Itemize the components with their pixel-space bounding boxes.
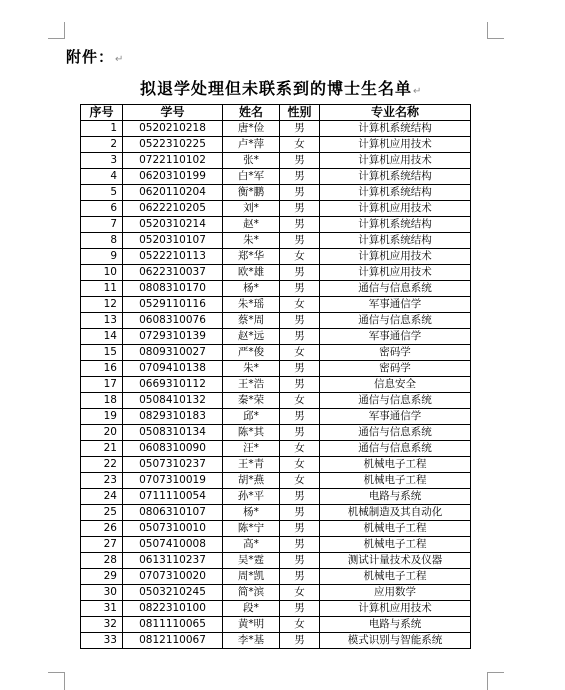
cell-index: 4 — [81, 169, 123, 185]
cell-gender: 男 — [280, 121, 320, 137]
cell-index: 33 — [81, 633, 123, 649]
cell-student-id: 0829310183 — [123, 409, 223, 425]
cell-major: 测试计量技术及仪器 — [320, 553, 471, 569]
table-row — [81, 617, 471, 633]
cell-name: 朱* — [223, 361, 280, 377]
cell-student-id: 0508410132 — [123, 393, 223, 409]
cell-student-id: 0522210113 — [123, 249, 223, 265]
cell-index: 31 — [81, 601, 123, 617]
header-student-id: 学号 — [123, 105, 223, 121]
cell-gender: 男 — [280, 185, 320, 201]
cell-gender: 男 — [280, 601, 320, 617]
cell-gender: 男 — [280, 521, 320, 537]
cell-gender: 女 — [280, 457, 320, 473]
cell-name: 朱* — [223, 233, 280, 249]
table-row — [81, 537, 471, 553]
cell-index: 23 — [81, 473, 123, 489]
cell-major: 电路与系统 — [320, 617, 471, 633]
cell-major: 军事通信学 — [320, 297, 471, 313]
cell-gender: 女 — [280, 473, 320, 489]
cell-student-id: 0669310112 — [123, 377, 223, 393]
cell-gender: 女 — [280, 441, 320, 457]
cell-major: 机械电子工程 — [320, 569, 471, 585]
table-row — [81, 345, 471, 361]
cell-name: 欧*雄 — [223, 265, 280, 281]
cell-student-id: 0613110237 — [123, 553, 223, 569]
cell-major: 密码学 — [320, 345, 471, 361]
cell-gender: 男 — [280, 409, 320, 425]
cell-name: 秦*荣 — [223, 393, 280, 409]
cell-student-id: 0729310139 — [123, 329, 223, 345]
table-row — [81, 201, 471, 217]
cell-major: 计算机应用技术 — [320, 137, 471, 153]
page-corner-mark-bottom-left — [48, 672, 65, 690]
cell-major: 计算机系统结构 — [320, 185, 471, 201]
cell-gender: 女 — [280, 297, 320, 313]
cell-name: 胡*燕 — [223, 473, 280, 489]
table-row — [81, 569, 471, 585]
header-name: 姓名 — [223, 105, 280, 121]
cell-major: 通信与信息系统 — [320, 425, 471, 441]
cell-index: 32 — [81, 617, 123, 633]
cell-gender: 男 — [280, 425, 320, 441]
cell-major: 计算机应用技术 — [320, 201, 471, 217]
cell-major: 计算机系统结构 — [320, 217, 471, 233]
page-corner-mark-top-right — [487, 22, 504, 39]
cell-name: 孙*平 — [223, 489, 280, 505]
cell-student-id: 0507310010 — [123, 521, 223, 537]
cell-major: 应用数学 — [320, 585, 471, 601]
cell-gender: 男 — [280, 217, 320, 233]
cell-name: 王*浩 — [223, 377, 280, 393]
attachment-label: 附件：↵ — [66, 48, 125, 66]
cell-major: 计算机应用技术 — [320, 153, 471, 169]
cell-gender: 男 — [280, 505, 320, 521]
table-row — [81, 121, 471, 137]
paragraph-mark: ↵ — [413, 86, 423, 97]
cell-major: 计算机系统结构 — [320, 169, 471, 185]
cell-name: 唐*俭 — [223, 121, 280, 137]
cell-gender: 男 — [280, 169, 320, 185]
table-row — [81, 137, 471, 153]
table-row — [81, 521, 471, 537]
cell-major: 计算机系统结构 — [320, 121, 471, 137]
cell-index: 1 — [81, 121, 123, 137]
cell-index: 5 — [81, 185, 123, 201]
cell-name: 白*军 — [223, 169, 280, 185]
cell-major: 机械制造及其自动化 — [320, 505, 471, 521]
cell-index: 27 — [81, 537, 123, 553]
cell-gender: 男 — [280, 233, 320, 249]
cell-gender: 男 — [280, 489, 320, 505]
header-index: 序号 — [81, 105, 123, 121]
cell-major: 机械电子工程 — [320, 473, 471, 489]
cell-gender: 男 — [280, 569, 320, 585]
cell-student-id: 0508310134 — [123, 425, 223, 441]
cell-gender: 女 — [280, 393, 320, 409]
cell-name: 郑*华 — [223, 249, 280, 265]
cell-gender: 男 — [280, 377, 320, 393]
cell-index: 21 — [81, 441, 123, 457]
table-row — [81, 633, 471, 649]
table-row — [81, 441, 471, 457]
cell-index: 26 — [81, 521, 123, 537]
cell-name: 高* — [223, 537, 280, 553]
cell-major: 计算机系统结构 — [320, 233, 471, 249]
cell-student-id: 0520310107 — [123, 233, 223, 249]
cell-index: 8 — [81, 233, 123, 249]
cell-gender: 女 — [280, 617, 320, 633]
table-row — [81, 185, 471, 201]
cell-student-id: 0507310237 — [123, 457, 223, 473]
cell-index: 28 — [81, 553, 123, 569]
table-row — [81, 265, 471, 281]
table-row — [81, 153, 471, 169]
cell-index: 3 — [81, 153, 123, 169]
cell-major: 模式识别与智能系统 — [320, 633, 471, 649]
table-row — [81, 473, 471, 489]
cell-gender: 男 — [280, 361, 320, 377]
cell-name: 陈*宁 — [223, 521, 280, 537]
cell-index: 16 — [81, 361, 123, 377]
cell-index: 12 — [81, 297, 123, 313]
cell-index: 17 — [81, 377, 123, 393]
table-row — [81, 297, 471, 313]
cell-student-id: 0722110102 — [123, 153, 223, 169]
cell-major: 机械电子工程 — [320, 457, 471, 473]
cell-index: 2 — [81, 137, 123, 153]
cell-student-id: 0822310100 — [123, 601, 223, 617]
cell-major: 计算机应用技术 — [320, 601, 471, 617]
cell-gender: 男 — [280, 537, 320, 553]
cell-name: 朱*瑶 — [223, 297, 280, 313]
cell-student-id: 0707310019 — [123, 473, 223, 489]
cell-index: 10 — [81, 265, 123, 281]
cell-index: 20 — [81, 425, 123, 441]
cell-name: 赵*远 — [223, 329, 280, 345]
cell-major: 计算机应用技术 — [320, 265, 471, 281]
header-major: 专业名称 — [320, 105, 471, 121]
cell-major: 信息安全 — [320, 377, 471, 393]
table-row — [81, 169, 471, 185]
cell-student-id: 0711110054 — [123, 489, 223, 505]
table-row — [81, 361, 471, 377]
cell-name: 张* — [223, 153, 280, 169]
cell-gender: 男 — [280, 153, 320, 169]
cell-major: 军事通信学 — [320, 329, 471, 345]
cell-name: 衡*鹏 — [223, 185, 280, 201]
cell-gender: 男 — [280, 313, 320, 329]
cell-index: 9 — [81, 249, 123, 265]
cell-major: 计算机应用技术 — [320, 249, 471, 265]
cell-index: 30 — [81, 585, 123, 601]
table-row — [81, 457, 471, 473]
cell-gender: 女 — [280, 137, 320, 153]
cell-gender: 男 — [280, 281, 320, 297]
cell-major: 通信与信息系统 — [320, 313, 471, 329]
cell-gender: 男 — [280, 633, 320, 649]
cell-name: 周*凯 — [223, 569, 280, 585]
cell-name: 王*青 — [223, 457, 280, 473]
table-row — [81, 409, 471, 425]
cell-gender: 男 — [280, 265, 320, 281]
cell-major: 电路与系统 — [320, 489, 471, 505]
cell-student-id: 0707310020 — [123, 569, 223, 585]
cell-name: 黄*明 — [223, 617, 280, 633]
cell-student-id: 0520210218 — [123, 121, 223, 137]
cell-student-id: 0503210245 — [123, 585, 223, 601]
cell-major: 通信与信息系统 — [320, 393, 471, 409]
cell-index: 14 — [81, 329, 123, 345]
header-gender: 性别 — [280, 105, 320, 121]
cell-student-id: 0809310027 — [123, 345, 223, 361]
table-row — [81, 489, 471, 505]
cell-name: 汪* — [223, 441, 280, 457]
cell-name: 吴*霆 — [223, 553, 280, 569]
table-row — [81, 217, 471, 233]
cell-gender: 男 — [280, 201, 320, 217]
cell-index: 11 — [81, 281, 123, 297]
table-row — [81, 281, 471, 297]
page-corner-mark-bottom-right — [487, 672, 504, 690]
cell-student-id: 0806310107 — [123, 505, 223, 521]
table-row — [81, 585, 471, 601]
table-row — [81, 601, 471, 617]
table-row — [81, 553, 471, 569]
cell-index: 7 — [81, 217, 123, 233]
table-row — [81, 505, 471, 521]
cell-name: 蔡*周 — [223, 313, 280, 329]
cell-gender: 男 — [280, 553, 320, 569]
cell-major: 密码学 — [320, 361, 471, 377]
cell-gender: 女 — [280, 345, 320, 361]
cell-student-id: 0608310090 — [123, 441, 223, 457]
cell-student-id: 0522310225 — [123, 137, 223, 153]
cell-student-id: 0608310076 — [123, 313, 223, 329]
cell-name: 杨* — [223, 505, 280, 521]
table-row — [81, 233, 471, 249]
cell-name: 赵* — [223, 217, 280, 233]
cell-gender: 男 — [280, 329, 320, 345]
cell-name: 简*滨 — [223, 585, 280, 601]
cell-index: 29 — [81, 569, 123, 585]
table-row — [81, 393, 471, 409]
page-corner-mark-top-left — [48, 22, 65, 39]
cell-name: 刘* — [223, 201, 280, 217]
cell-major: 机械电子工程 — [320, 537, 471, 553]
table-row — [81, 249, 471, 265]
cell-major: 军事通信学 — [320, 409, 471, 425]
cell-index: 6 — [81, 201, 123, 217]
cell-student-id: 0811110065 — [123, 617, 223, 633]
cell-name: 陈*其 — [223, 425, 280, 441]
cell-gender: 女 — [280, 585, 320, 601]
cell-index: 22 — [81, 457, 123, 473]
cell-name: 李*基 — [223, 633, 280, 649]
cell-name: 杨* — [223, 281, 280, 297]
cell-gender: 女 — [280, 249, 320, 265]
cell-index: 19 — [81, 409, 123, 425]
table-row — [81, 425, 471, 441]
paragraph-mark: ↵ — [115, 54, 125, 65]
table-row — [81, 329, 471, 345]
cell-student-id: 0520310214 — [123, 217, 223, 233]
cell-student-id: 0622210205 — [123, 201, 223, 217]
cell-major: 通信与信息系统 — [320, 281, 471, 297]
cell-student-id: 0812110067 — [123, 633, 223, 649]
cell-index: 15 — [81, 345, 123, 361]
table-header-row — [81, 105, 471, 121]
cell-student-id: 0709410138 — [123, 361, 223, 377]
cell-name: 邱* — [223, 409, 280, 425]
cell-index: 25 — [81, 505, 123, 521]
student-list-table — [80, 104, 471, 649]
table-row — [81, 313, 471, 329]
cell-index: 24 — [81, 489, 123, 505]
cell-index: 18 — [81, 393, 123, 409]
cell-student-id: 0622310037 — [123, 265, 223, 281]
cell-student-id: 0620310199 — [123, 169, 223, 185]
cell-index: 13 — [81, 313, 123, 329]
cell-student-id: 0808310170 — [123, 281, 223, 297]
cell-student-id: 0507410008 — [123, 537, 223, 553]
cell-name: 严*俊 — [223, 345, 280, 361]
cell-name: 段* — [223, 601, 280, 617]
cell-major: 通信与信息系统 — [320, 441, 471, 457]
cell-student-id: 0529110116 — [123, 297, 223, 313]
cell-name: 卢*萍 — [223, 137, 280, 153]
cell-student-id: 0620110204 — [123, 185, 223, 201]
table-row — [81, 377, 471, 393]
document-title: 拟退学处理但未联系到的博士生名单↵ — [140, 79, 423, 98]
cell-major: 机械电子工程 — [320, 521, 471, 537]
